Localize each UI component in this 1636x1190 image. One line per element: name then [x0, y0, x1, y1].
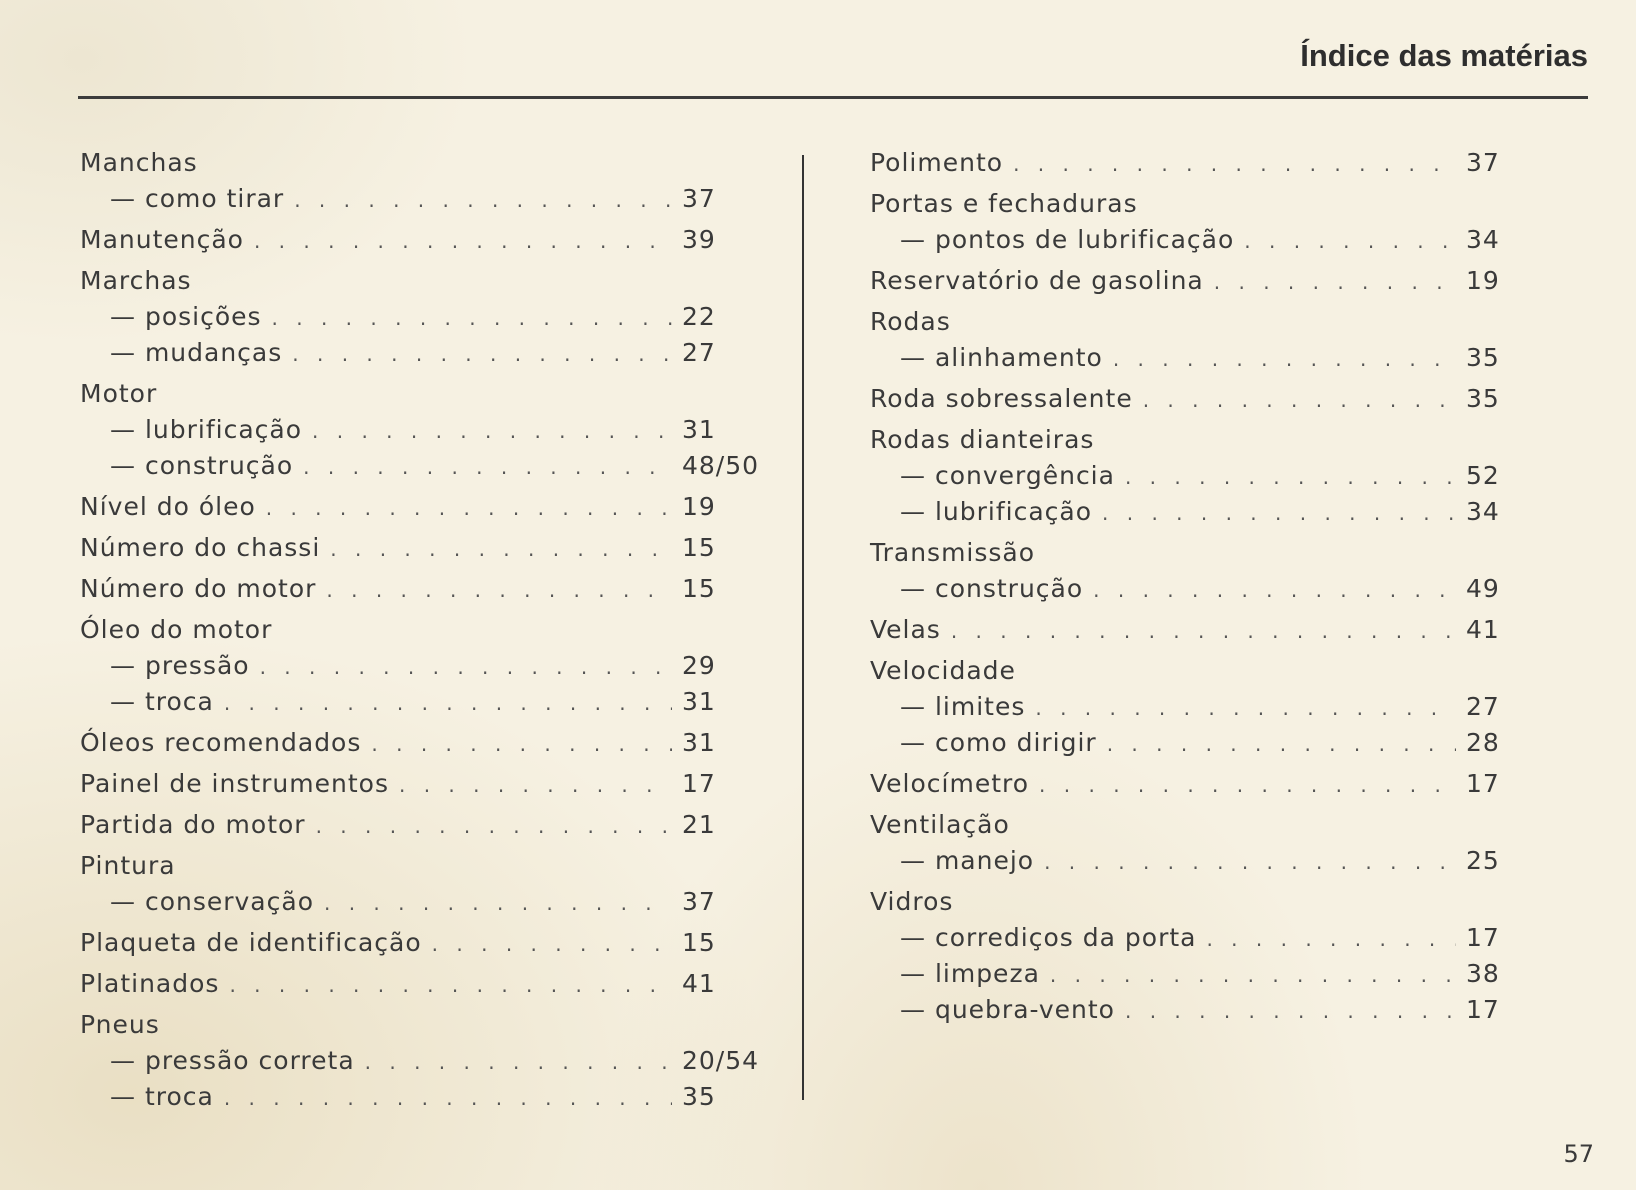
index-entry	[870, 422, 1510, 530]
index-entry-row	[80, 489, 760, 525]
dot-leader	[1035, 690, 1456, 726]
entry-page-number: 21	[682, 810, 716, 839]
entry-page-number: 17	[1466, 769, 1500, 798]
subentry-label: — pressão correta	[110, 1046, 355, 1075]
subentry-page-number: 28	[1466, 728, 1500, 757]
index-entry-row	[80, 263, 760, 299]
entry-label: Nível do óleo	[80, 492, 256, 521]
index-entry	[80, 530, 760, 566]
subentry-label: — como dirigir	[900, 728, 1097, 757]
entry-label: Vidros	[870, 887, 954, 916]
entry-label: Velocidade	[870, 656, 1016, 685]
column-divider	[802, 155, 804, 1100]
entry-label: Pneus	[80, 1010, 160, 1039]
index-entry-row	[870, 186, 1510, 222]
index-entry	[80, 222, 760, 258]
page-number: 57	[1563, 1140, 1594, 1168]
dot-leader	[224, 1080, 672, 1116]
subentry-page-number: 17	[1466, 995, 1500, 1024]
dot-leader	[229, 967, 672, 1003]
subentry-label: — limpeza	[900, 959, 1040, 988]
dot-leader	[1125, 459, 1456, 495]
index-subentry-row	[870, 571, 1510, 607]
subentry-page-number: 34	[1466, 225, 1500, 254]
index-entry	[870, 186, 1510, 258]
index-entry	[870, 535, 1510, 607]
subentry-label: — construção	[110, 451, 294, 480]
entry-page-number: 17	[682, 769, 716, 798]
subentry-label: — lubrificação	[110, 415, 303, 444]
entry-label: Reservatório de gasolina	[870, 266, 1204, 295]
index-entry	[80, 1007, 760, 1115]
dot-leader	[266, 490, 672, 526]
subentry-page-number: 17	[1466, 923, 1500, 952]
dot-leader	[1107, 726, 1456, 762]
entry-label: Óleo do motor	[80, 615, 273, 644]
entry-page-number: 41	[1466, 615, 1500, 644]
index-entry	[870, 612, 1510, 648]
subentry-page-number: 48/50	[682, 451, 760, 480]
entry-label: Partida do motor	[80, 810, 306, 839]
header-rule	[78, 96, 1588, 99]
entry-page-number: 19	[682, 492, 716, 521]
entry-label: Manchas	[80, 148, 198, 177]
entry-page-number: 31	[682, 728, 716, 757]
index-subentry-row	[80, 1043, 760, 1079]
subentry-page-number: 35	[1466, 343, 1500, 372]
entry-label: Platinados	[80, 969, 220, 998]
entry-label: Óleos recomendados	[80, 728, 362, 757]
entry-page-number: 15	[682, 533, 716, 562]
entry-label: Marchas	[80, 266, 192, 295]
index-entry-row	[80, 530, 760, 566]
index-entry	[870, 304, 1510, 376]
index-entry	[80, 848, 760, 920]
index-entry	[80, 725, 760, 761]
subentry-page-number: 34	[1466, 497, 1500, 526]
index-entry-row	[870, 766, 1510, 802]
index-entry	[80, 612, 760, 720]
subentry-label: — posições	[110, 302, 262, 331]
index-entry-row	[80, 571, 760, 607]
index-entry-row	[80, 766, 760, 802]
entry-label: Rodas	[870, 307, 951, 336]
index-subentry-row	[80, 884, 760, 920]
subentry-label: — pressão	[110, 651, 250, 680]
index-entry-row	[80, 145, 760, 181]
index-subentry-row	[80, 1079, 760, 1115]
subentry-label: — troca	[110, 1082, 214, 1111]
index-entry	[870, 884, 1510, 1028]
subentry-page-number: 37	[682, 184, 716, 213]
entry-label: Velas	[870, 615, 941, 644]
subentry-page-number: 22	[682, 302, 716, 331]
entry-page-number: 19	[1466, 266, 1500, 295]
index-entry	[80, 766, 760, 802]
index-subentry-row	[870, 689, 1510, 725]
subentry-label: — convergência	[900, 461, 1115, 490]
index-entry-row	[870, 807, 1510, 843]
index-entry-row	[80, 725, 760, 761]
index-subentry-row	[870, 494, 1510, 530]
subentry-page-number: 52	[1466, 461, 1500, 490]
index-entry	[870, 381, 1510, 417]
dot-leader	[316, 808, 672, 844]
index-entry-row	[870, 381, 1510, 417]
index-entry	[870, 807, 1510, 879]
dot-leader	[272, 300, 672, 336]
dot-leader	[1113, 341, 1456, 377]
dot-leader	[254, 223, 672, 259]
index-subentry-row	[870, 725, 1510, 761]
index-entry-row	[80, 222, 760, 258]
index-entry-row	[870, 263, 1510, 299]
subentry-label: — como tirar	[110, 184, 285, 213]
entry-label: Roda sobressalente	[870, 384, 1133, 413]
index-column-right	[870, 140, 1510, 1028]
subentry-label: — alinhamento	[900, 343, 1103, 372]
subentry-page-number: 27	[682, 338, 716, 367]
dot-leader	[326, 572, 672, 608]
entry-label: Número do chassi	[80, 533, 321, 562]
subentry-page-number: 27	[1466, 692, 1500, 721]
dot-leader	[1143, 382, 1456, 418]
dot-leader	[1093, 572, 1456, 608]
dot-leader	[1125, 993, 1456, 1029]
entry-label: Ventilação	[870, 810, 1010, 839]
dot-leader	[1214, 264, 1456, 300]
index-entry	[80, 376, 760, 484]
entry-label: Painel de instrumentos	[80, 769, 389, 798]
entry-page-number: 15	[682, 928, 716, 957]
dot-leader	[260, 649, 672, 685]
index-entry	[870, 766, 1510, 802]
index-subentry-row	[870, 222, 1510, 258]
index-subentry-row	[80, 181, 760, 217]
index-column-left	[80, 140, 760, 1115]
index-entry-row	[870, 422, 1510, 458]
index-subentry-row	[870, 458, 1510, 494]
entry-label: Velocímetro	[870, 769, 1030, 798]
dot-leader	[1044, 844, 1456, 880]
index-entry-row	[80, 925, 760, 961]
dot-leader	[1102, 495, 1456, 531]
index-entry-row	[80, 376, 760, 412]
subentry-label: — quebra-vento	[900, 995, 1115, 1024]
subentry-label: — limites	[900, 692, 1026, 721]
dot-leader	[951, 613, 1456, 649]
index-subentry-row	[870, 843, 1510, 879]
index-entry-row	[870, 884, 1510, 920]
index-subentry-row	[80, 684, 760, 720]
dot-leader	[294, 182, 672, 218]
subentry-label: — lubrificação	[900, 497, 1093, 526]
subentry-page-number: 29	[682, 651, 716, 680]
index-entry	[870, 653, 1510, 761]
subentry-page-number: 20/54	[682, 1046, 760, 1075]
index-entry	[80, 571, 760, 607]
dot-leader	[1050, 957, 1456, 993]
dot-leader	[330, 531, 672, 567]
index-entry-row	[80, 1007, 760, 1043]
subentry-page-number: 37	[682, 887, 716, 916]
dot-leader	[292, 336, 672, 372]
entry-label: Transmissão	[870, 538, 1036, 567]
dot-leader	[1039, 767, 1456, 803]
subentry-label: — manejo	[900, 846, 1035, 875]
index-entry	[80, 966, 760, 1002]
index-entry-row	[80, 612, 760, 648]
dot-leader	[303, 449, 672, 485]
entry-label: Manutenção	[80, 225, 244, 254]
index-entry	[80, 145, 760, 217]
dot-leader	[1013, 146, 1456, 182]
index-entry	[80, 489, 760, 525]
dot-leader	[432, 926, 672, 962]
entry-label: Rodas dianteiras	[870, 425, 1095, 454]
index-entry-row	[870, 145, 1510, 181]
index-subentry-row	[870, 992, 1510, 1028]
index-subentry-row	[80, 448, 760, 484]
entry-page-number: 37	[1466, 148, 1500, 177]
entry-page-number: 15	[682, 574, 716, 603]
index-subentry-row	[80, 412, 760, 448]
index-subentry-row	[870, 920, 1510, 956]
index-entry	[80, 807, 760, 843]
entry-label: Pintura	[80, 851, 176, 880]
index-entry-row	[870, 612, 1510, 648]
subentry-label: — mudanças	[110, 338, 283, 367]
index-entry	[80, 925, 760, 961]
subentry-page-number: 25	[1466, 846, 1500, 875]
entry-label: Motor	[80, 379, 158, 408]
entry-label: Polimento	[870, 148, 1004, 177]
index-subentry-row	[80, 648, 760, 684]
index-subentry-row	[870, 340, 1510, 376]
index-subentry-row	[80, 335, 760, 371]
entry-page-number: 41	[682, 969, 716, 998]
entry-page-number: 35	[1466, 384, 1500, 413]
index-subentry-row	[870, 956, 1510, 992]
subentry-label: — pontos de lubrificação	[900, 225, 1235, 254]
subentry-label: — conservação	[110, 887, 314, 916]
index-entry-row	[80, 848, 760, 884]
dot-leader	[399, 767, 672, 803]
dot-leader	[312, 413, 672, 449]
subentry-page-number: 49	[1466, 574, 1500, 603]
entry-label: Número do motor	[80, 574, 317, 603]
subentry-page-number: 38	[1466, 959, 1500, 988]
entry-page-number: 39	[682, 225, 716, 254]
index-entry-row	[870, 304, 1510, 340]
subentry-page-number: 31	[682, 415, 716, 444]
subentry-page-number: 31	[682, 687, 716, 716]
subentry-label: — troca	[110, 687, 214, 716]
dot-leader	[1206, 921, 1456, 957]
dot-leader	[365, 1044, 672, 1080]
index-entry-row	[80, 966, 760, 1002]
dot-leader	[371, 726, 672, 762]
subentry-page-number: 35	[682, 1082, 716, 1111]
index-entry-row	[80, 807, 760, 843]
page-title: Índice das matérias	[1300, 38, 1588, 73]
dot-leader	[224, 685, 672, 721]
index-subentry-row	[80, 299, 760, 335]
dot-leader	[1244, 223, 1456, 259]
index-entry-row	[870, 653, 1510, 689]
index-entry	[80, 263, 760, 371]
index-entry	[870, 145, 1510, 181]
entry-label: Portas e fechaduras	[870, 189, 1138, 218]
subentry-label: — construção	[900, 574, 1084, 603]
dot-leader	[324, 885, 672, 921]
index-entry-row	[870, 535, 1510, 571]
index-entry	[870, 263, 1510, 299]
entry-label: Plaqueta de identificação	[80, 928, 422, 957]
subentry-label: — corrediços da porta	[900, 923, 1197, 952]
